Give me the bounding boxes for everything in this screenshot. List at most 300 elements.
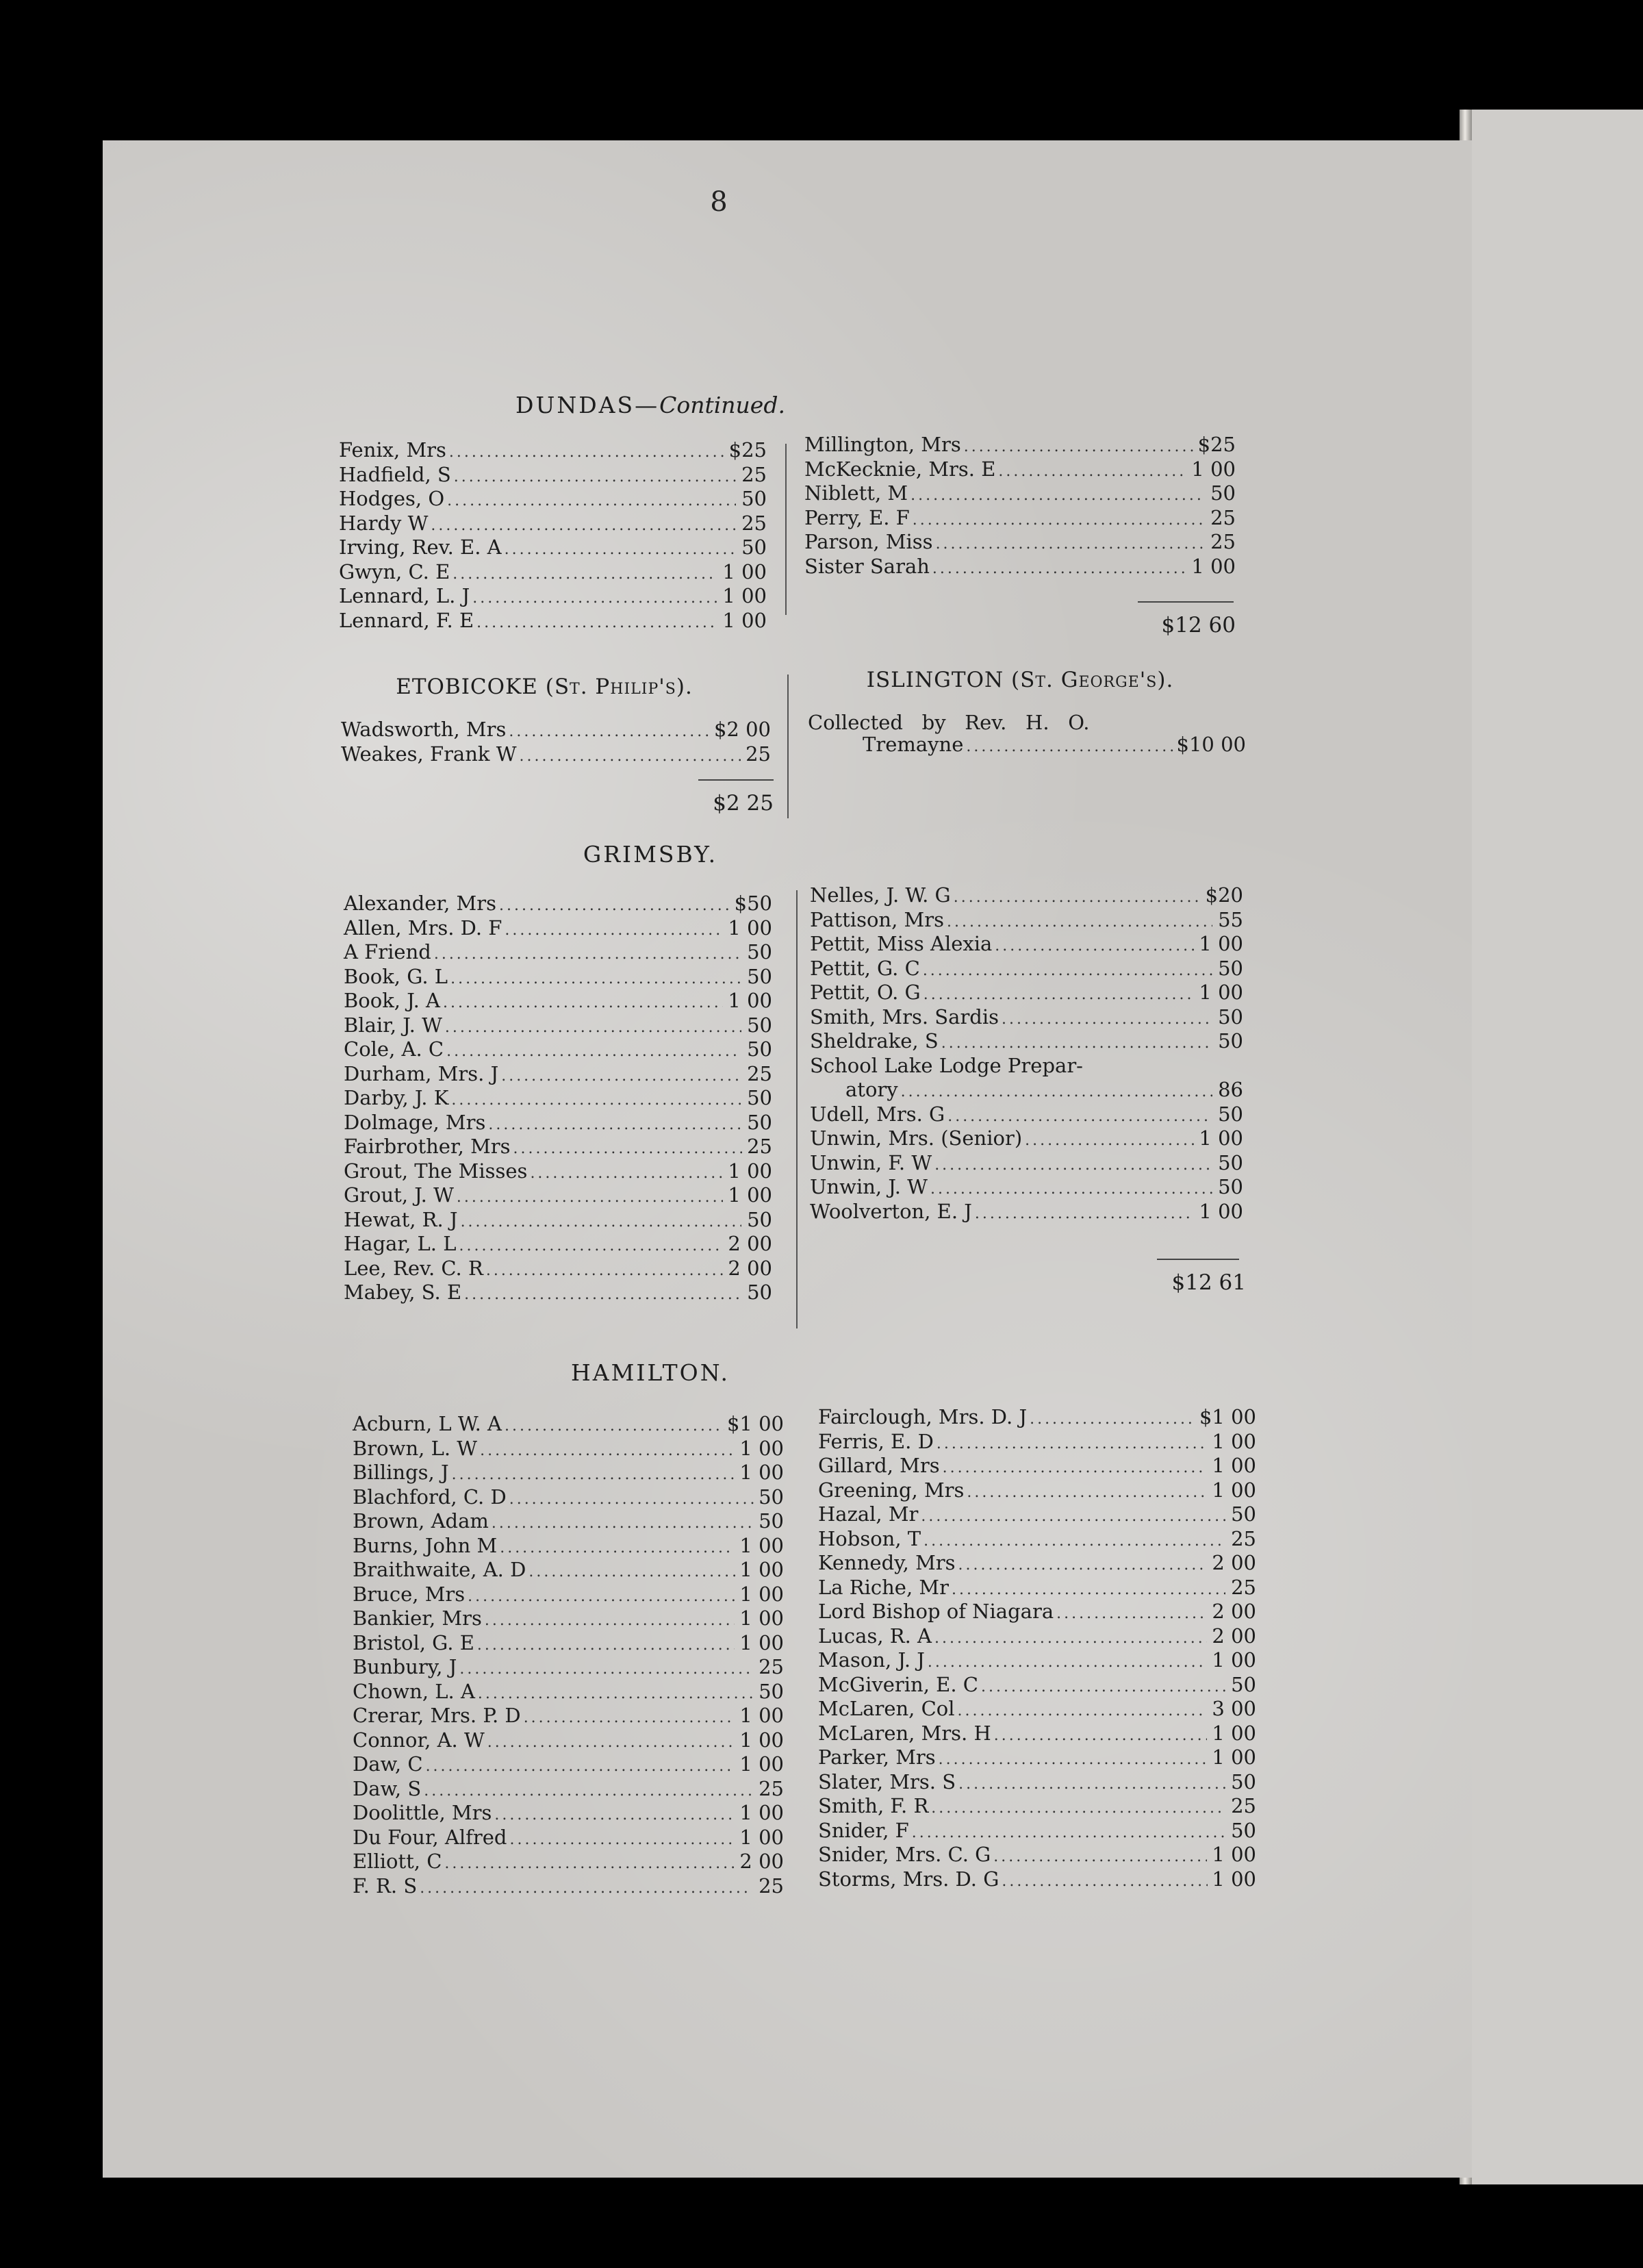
list-item [818, 1746, 1256, 1770]
entry-amount: 1 00 [728, 1183, 772, 1207]
leader-dots [486, 1262, 723, 1279]
entry-amount: 2 00 [726, 718, 771, 741]
entry-amount: 50 [1231, 1818, 1256, 1842]
currency-sign: $ [1197, 433, 1211, 456]
entry-amount: 86 [1218, 1078, 1243, 1101]
currency-sign: $ [713, 718, 727, 741]
entry-amount: 50 [741, 536, 767, 559]
list-item [353, 1680, 784, 1704]
leader-dots [931, 1800, 1225, 1817]
list-item [810, 1029, 1243, 1054]
entry-name: Blair, J. W [344, 1013, 442, 1037]
entry-amount: 1 00 [1212, 1405, 1256, 1428]
list-item [344, 1257, 772, 1281]
total-rule [1157, 1259, 1239, 1260]
entry-amount: 50 [747, 1013, 772, 1037]
list-item [818, 1478, 1256, 1503]
leader-dots [958, 1702, 1207, 1719]
entry-name: Daw, S [353, 1776, 422, 1800]
list-item [339, 536, 767, 560]
leader-dots [451, 1092, 741, 1109]
leader-dots [964, 438, 1195, 455]
heading-parish: (St. Philip's). [545, 675, 693, 699]
entry-amount: 1 00 [1212, 1454, 1256, 1477]
entry-amount: 2 00 [1212, 1551, 1256, 1574]
entry-amount: 50 [747, 1037, 772, 1061]
leader-dots [995, 937, 1194, 955]
leader-dots [958, 1557, 1207, 1574]
entry-amount: 1 00 [722, 608, 767, 632]
list-item [810, 1102, 1243, 1127]
entry-name: Slater, Mrs. S [818, 1769, 956, 1793]
entry-name: Blachford, C. D [353, 1485, 507, 1509]
list-item [344, 1111, 772, 1135]
entry-name: Smith, Mrs. Sardis [810, 1005, 999, 1029]
entry-name: Burns, John M [353, 1533, 498, 1557]
list-item [339, 609, 767, 633]
leader-dots [954, 889, 1203, 906]
entry-amount: 1 00 [739, 1704, 784, 1727]
islington-line-1: Collected by Rev. H. O. [808, 711, 1090, 734]
entry-amount: 50 [747, 1086, 772, 1109]
entry-amount: $10 00 [1176, 733, 1246, 756]
facing-page [1465, 110, 1643, 2184]
leader-dots [1002, 1011, 1213, 1028]
entry-name: Wadsworth, Mrs [341, 718, 507, 741]
leader-dots [524, 1709, 735, 1726]
entry-name: Chown, L. A [353, 1679, 475, 1703]
entry-name: Udell, Mrs. G [810, 1102, 945, 1126]
list-item [818, 1843, 1256, 1867]
currency-sign: $ [1199, 1405, 1212, 1428]
leader-dots [505, 541, 737, 558]
heading-main: ISLINGTON [866, 668, 1011, 692]
list-item [339, 487, 767, 512]
entry-amount: 50 [1231, 1672, 1256, 1696]
leader-dots [505, 1418, 724, 1435]
entry-name: Niblett, M [804, 481, 908, 505]
leader-dots [431, 517, 735, 534]
leader-dots [420, 1880, 752, 1897]
entry-name: Dolmage, Mrs [344, 1110, 486, 1134]
entry-name: Gwyn, C. E [339, 559, 450, 583]
grimsby-right-list [810, 883, 1243, 1224]
entry-name: Hobson, T [818, 1526, 921, 1550]
entry-amount: 2 00 [728, 1232, 772, 1255]
page-number: 8 [710, 186, 728, 218]
etobicoke-total: $2 25 [713, 791, 774, 816]
entry-amount: 25 [746, 742, 771, 766]
entry-name: McKecknie, Mrs. E [804, 457, 996, 481]
entry-amount: 25 [1231, 1575, 1256, 1599]
entry-amount: 50 [759, 1679, 784, 1703]
leader-dots [934, 1630, 1207, 1647]
entry-name: Connor, A. W [353, 1728, 485, 1752]
entry-amount: 50 [747, 1207, 772, 1231]
leader-dots [494, 1806, 735, 1824]
dundas-right-list [804, 433, 1236, 579]
entry-amount: 1 00 [739, 1558, 784, 1581]
school-line-1: School Lake Lodge Prepar- [810, 1053, 1083, 1077]
entry-amount: 25 [759, 1874, 784, 1898]
leader-dots [1030, 1411, 1197, 1428]
list-item [804, 457, 1236, 482]
list-item [344, 1062, 772, 1087]
heading-dundas: DUNDAS—Continued. [515, 392, 785, 418]
list-item [353, 1655, 784, 1680]
entry-name: Unwin, F. W [810, 1150, 932, 1174]
entry-name: F. R. S [353, 1874, 418, 1898]
document-page [103, 140, 1472, 2178]
entry-amount: 1 00 [739, 1582, 784, 1606]
list-item [353, 1752, 784, 1777]
entry-name: Hazal, Mr [818, 1502, 919, 1526]
list-item [344, 1013, 772, 1038]
entry-amount: 50 [1231, 1769, 1256, 1793]
leader-dots [998, 463, 1186, 480]
entry-amount: 2 00 [739, 1850, 784, 1873]
leader-dots [464, 1286, 741, 1303]
entry-name: Cole, A. C [344, 1037, 444, 1061]
entry-amount: 25 [759, 1776, 784, 1800]
entry-name: Lennard, L. J [339, 584, 470, 607]
entry-amount: 50 [1218, 956, 1243, 980]
list-item [344, 1183, 772, 1208]
entry-name: Brown, L. W [353, 1436, 478, 1460]
leader-dots [449, 444, 726, 461]
leader-dots [958, 1776, 1225, 1793]
leader-dots [993, 1848, 1207, 1865]
entry-name: Lee, Rev. C. R [344, 1256, 483, 1280]
list-item [344, 1135, 772, 1159]
leader-dots [450, 970, 741, 987]
leader-dots [947, 1108, 1212, 1125]
entry-amount: 25 [1231, 1526, 1256, 1550]
list-item [818, 1624, 1256, 1649]
currency-sign: $ [1205, 883, 1219, 907]
list-item [353, 1777, 784, 1802]
list-item [804, 555, 1236, 579]
heading-etobicoke [308, 675, 780, 699]
leader-dots [901, 1083, 1212, 1100]
entry-name: Fairbrother, Mrs [344, 1135, 511, 1158]
list-item [818, 1867, 1256, 1892]
entry-amount: 1 00 [1212, 1429, 1256, 1453]
entry-amount: 50 [1231, 1502, 1256, 1526]
list-item [804, 506, 1236, 531]
list-item [353, 1826, 784, 1850]
hamilton-right-list [818, 1405, 1256, 1891]
list-item [339, 463, 767, 488]
grimsby-total: $12 61 [1171, 1270, 1246, 1295]
entry-name: Acburn, L W. A [353, 1412, 502, 1435]
list-item [344, 1037, 772, 1062]
leader-dots [505, 922, 723, 939]
list-item [818, 1405, 1256, 1430]
column-divider [785, 444, 787, 615]
list-item [344, 916, 772, 941]
list-item [339, 584, 767, 609]
leader-dots [947, 914, 1212, 931]
entry-name: Lennard, F. E [339, 608, 474, 632]
entry-amount: 1 00 [739, 1606, 784, 1630]
leader-dots [932, 560, 1186, 577]
entry-name: Woolverton, E. J [810, 1199, 972, 1223]
list-item [344, 1208, 772, 1233]
list-item [353, 1485, 784, 1510]
list-item [353, 1704, 784, 1728]
leader-dots [939, 1751, 1207, 1768]
column-divider [796, 890, 798, 1328]
list-item [353, 1558, 784, 1583]
entry-amount: 2 00 [1212, 1600, 1256, 1623]
entry-amount: 20 [1218, 883, 1243, 907]
entry-amount: 50 [747, 964, 772, 988]
heading-hamilton: HAMILTON. [571, 1359, 730, 1386]
entry-amount: 50 [759, 1509, 784, 1533]
list-item [339, 438, 767, 463]
leader-dots [500, 1539, 735, 1557]
entry-name: Gillard, Mrs [818, 1454, 940, 1477]
leader-dots [943, 1459, 1207, 1476]
dundas-left-list [339, 438, 767, 633]
entry-amount: 25 [759, 1655, 784, 1678]
leader-dots [530, 1165, 723, 1182]
list-item [810, 883, 1243, 908]
leader-dots [468, 1588, 735, 1605]
list-item [344, 1086, 772, 1111]
leader-dots [445, 1019, 741, 1036]
list-item [353, 1801, 784, 1826]
heading-parish: (St. George's). [1010, 668, 1174, 692]
leader-dots [924, 1533, 1225, 1550]
list-item [818, 1576, 1256, 1600]
entry-amount: 50 [1218, 1175, 1243, 1198]
entry-name: Sheldrake, S [810, 1029, 939, 1053]
list-item [810, 1200, 1243, 1224]
list-item [353, 1583, 784, 1607]
leader-dots [509, 723, 711, 740]
heading-grimsby: GRIMSBY. [583, 841, 718, 868]
list-item [353, 1631, 784, 1656]
entry-amount: 1 00 [728, 1159, 772, 1183]
entry-amount: 1 00 [1199, 1126, 1243, 1150]
dundas-total: $12 60 [1161, 613, 1236, 638]
entry-name: Billings, J [353, 1461, 449, 1484]
entry-name: Book, J. A [344, 989, 440, 1012]
leader-dots [994, 1727, 1208, 1744]
entry-amount: 1 00 [739, 1630, 784, 1654]
leader-dots [966, 738, 1173, 755]
list-item [818, 1600, 1256, 1624]
leader-dots [459, 1237, 723, 1255]
list-item [353, 1850, 784, 1874]
leader-dots [1025, 1132, 1195, 1149]
entry-amount: 1 00 [1212, 1648, 1256, 1672]
entry-amount: 1 00 [728, 989, 772, 1012]
currency-sign: $ [728, 438, 742, 462]
entry-name: Daw, C [353, 1752, 423, 1776]
total-rule [698, 779, 774, 781]
entry-amount: 1 00 [1191, 554, 1236, 578]
entry-amount: 50 [747, 1110, 772, 1134]
entry-amount: 25 [1210, 530, 1236, 553]
list-item [818, 1722, 1256, 1746]
entry-name: Hardy W [339, 511, 429, 535]
entry-amount: 50 [741, 487, 767, 510]
leader-dots [499, 897, 732, 914]
entry-amount: 50 [1210, 481, 1236, 505]
entry-amount: 1 00 [1212, 1843, 1256, 1866]
leader-dots [476, 614, 717, 631]
leader-dots [923, 962, 1212, 979]
list-item [810, 1151, 1243, 1176]
entry-name: Pettit, O. G [810, 981, 921, 1004]
leader-dots [457, 1189, 723, 1206]
entry-name: Ferris, E. D [818, 1429, 934, 1453]
entry-amount: 25 [1210, 505, 1236, 529]
leader-dots [937, 1435, 1207, 1452]
leader-dots [913, 512, 1205, 529]
entry-name: Storms, Mrs. D. G [818, 1867, 999, 1891]
entry-amount: 25 [741, 462, 767, 486]
entry-amount: 25 [747, 1135, 772, 1158]
leader-dots [459, 1661, 753, 1678]
entry-amount: 1 00 [1212, 1867, 1256, 1891]
entry-name: Lucas, R. A [818, 1624, 932, 1648]
leader-dots [921, 1508, 1225, 1525]
leader-dots [934, 1157, 1212, 1174]
entry-name: Pettit, G. C [810, 956, 920, 980]
entry-amount: 1 00 [739, 1412, 784, 1435]
entry-amount: 1 00 [728, 916, 772, 940]
list-item [344, 989, 772, 1013]
leader-dots [930, 1181, 1212, 1198]
list-item [353, 1728, 784, 1753]
leader-dots [941, 1035, 1213, 1052]
entry-name: McGiverin, E. C [818, 1672, 978, 1696]
entry-name: Snider, Mrs. C. G [818, 1843, 991, 1866]
entry-name: Kennedy, Mrs [818, 1551, 956, 1574]
entry-name: atory [845, 1078, 898, 1101]
entry-name: Fenix, Mrs [339, 438, 446, 462]
leader-dots [444, 1855, 734, 1872]
list-item [810, 1005, 1243, 1030]
entry-name: Du Four, Alfred [353, 1825, 507, 1849]
list-item [353, 1606, 784, 1631]
list-item [818, 1454, 1256, 1478]
entry-name: Durham, Mrs. J [344, 1061, 499, 1085]
currency-sign: $ [734, 892, 748, 915]
leader-dots [480, 1442, 735, 1459]
entry-name: Tremayne [863, 733, 964, 756]
list-item [818, 1794, 1256, 1819]
list-item [810, 981, 1243, 1005]
leader-dots [477, 1637, 735, 1654]
list-item [804, 481, 1236, 506]
entry-name: Unwin, J. W [810, 1175, 928, 1198]
entry-amount: 1 00 [1199, 981, 1243, 1004]
leader-dots [924, 986, 1194, 1003]
leader-dots [492, 1515, 754, 1532]
entry-name: Fairclough, Mrs. D. J [818, 1405, 1028, 1428]
hamilton-left-list [353, 1412, 784, 1898]
entry-amount: 1 00 [1199, 932, 1243, 955]
school-row [810, 1078, 1243, 1102]
entry-amount: 1 00 [739, 1436, 784, 1460]
leader-dots [952, 1581, 1225, 1598]
entry-name: Irving, Rev. E. A [339, 536, 502, 559]
leader-dots [981, 1678, 1226, 1696]
list-item [344, 892, 772, 916]
list-item [353, 1412, 784, 1437]
leader-dots [443, 994, 723, 1011]
entry-amount: 50 [747, 1281, 772, 1304]
entry-name: Pettit, Miss Alexia [810, 932, 993, 955]
entry-amount: 1 00 [739, 1533, 784, 1557]
leader-dots [447, 492, 736, 509]
entry-name: Braithwaite, A. D [353, 1558, 526, 1581]
list-item [810, 957, 1243, 981]
entry-amount: 50 [1218, 1005, 1243, 1029]
leader-dots [453, 566, 717, 583]
list-item [344, 965, 772, 990]
entry-name: Nelles, J. W. G [810, 883, 951, 907]
heading-main: ETOBICOKE [396, 675, 546, 699]
leader-dots [424, 1782, 752, 1800]
list-item [810, 908, 1243, 933]
entry-name: Bankier, Mrs [353, 1606, 482, 1630]
grimsby-left-list [344, 892, 772, 1305]
leader-dots [509, 1491, 754, 1508]
entry-amount: 1 00 [722, 559, 767, 583]
entry-amount: 3 00 [1212, 1697, 1256, 1720]
leader-dots [509, 1831, 735, 1848]
leader-dots [975, 1205, 1194, 1222]
entry-name: Weakes, Frank W [341, 742, 517, 766]
entry-name: Doolittle, Mrs [353, 1801, 492, 1824]
list-item [804, 433, 1236, 457]
entry-name: Crerar, Mrs. P. D [353, 1704, 521, 1727]
entry-name: Sister Sarah [804, 554, 930, 578]
leader-dots [936, 536, 1206, 553]
leader-dots [520, 748, 741, 765]
entry-name: Darby, J. K [344, 1086, 449, 1109]
entry-amount: 25 [1210, 433, 1236, 456]
list-item [818, 1770, 1256, 1795]
entry-amount: 1 00 [739, 1825, 784, 1849]
entry-name: Hadfield, S [339, 462, 451, 486]
entry-amount: 50 [1218, 1102, 1243, 1126]
entry-amount: 1 00 [739, 1752, 784, 1776]
leader-dots [513, 1140, 742, 1157]
leader-dots [461, 1213, 742, 1231]
entry-name: Allen, Mrs. D. F [344, 916, 502, 940]
list-item [344, 1281, 772, 1305]
entry-name: McLaren, Mrs. H [818, 1721, 991, 1745]
list-item [818, 1502, 1256, 1527]
entry-name: Parker, Mrs [818, 1746, 936, 1769]
list-item [818, 1819, 1256, 1843]
list-item [818, 1430, 1256, 1454]
etobicoke-list [341, 718, 771, 766]
list-item [818, 1551, 1256, 1576]
entry-amount: 2 00 [728, 1256, 772, 1280]
column-divider [787, 675, 789, 818]
entry-amount: 25 [1231, 1794, 1256, 1817]
leader-dots [910, 487, 1205, 504]
entry-name: Elliott, C [353, 1850, 442, 1873]
